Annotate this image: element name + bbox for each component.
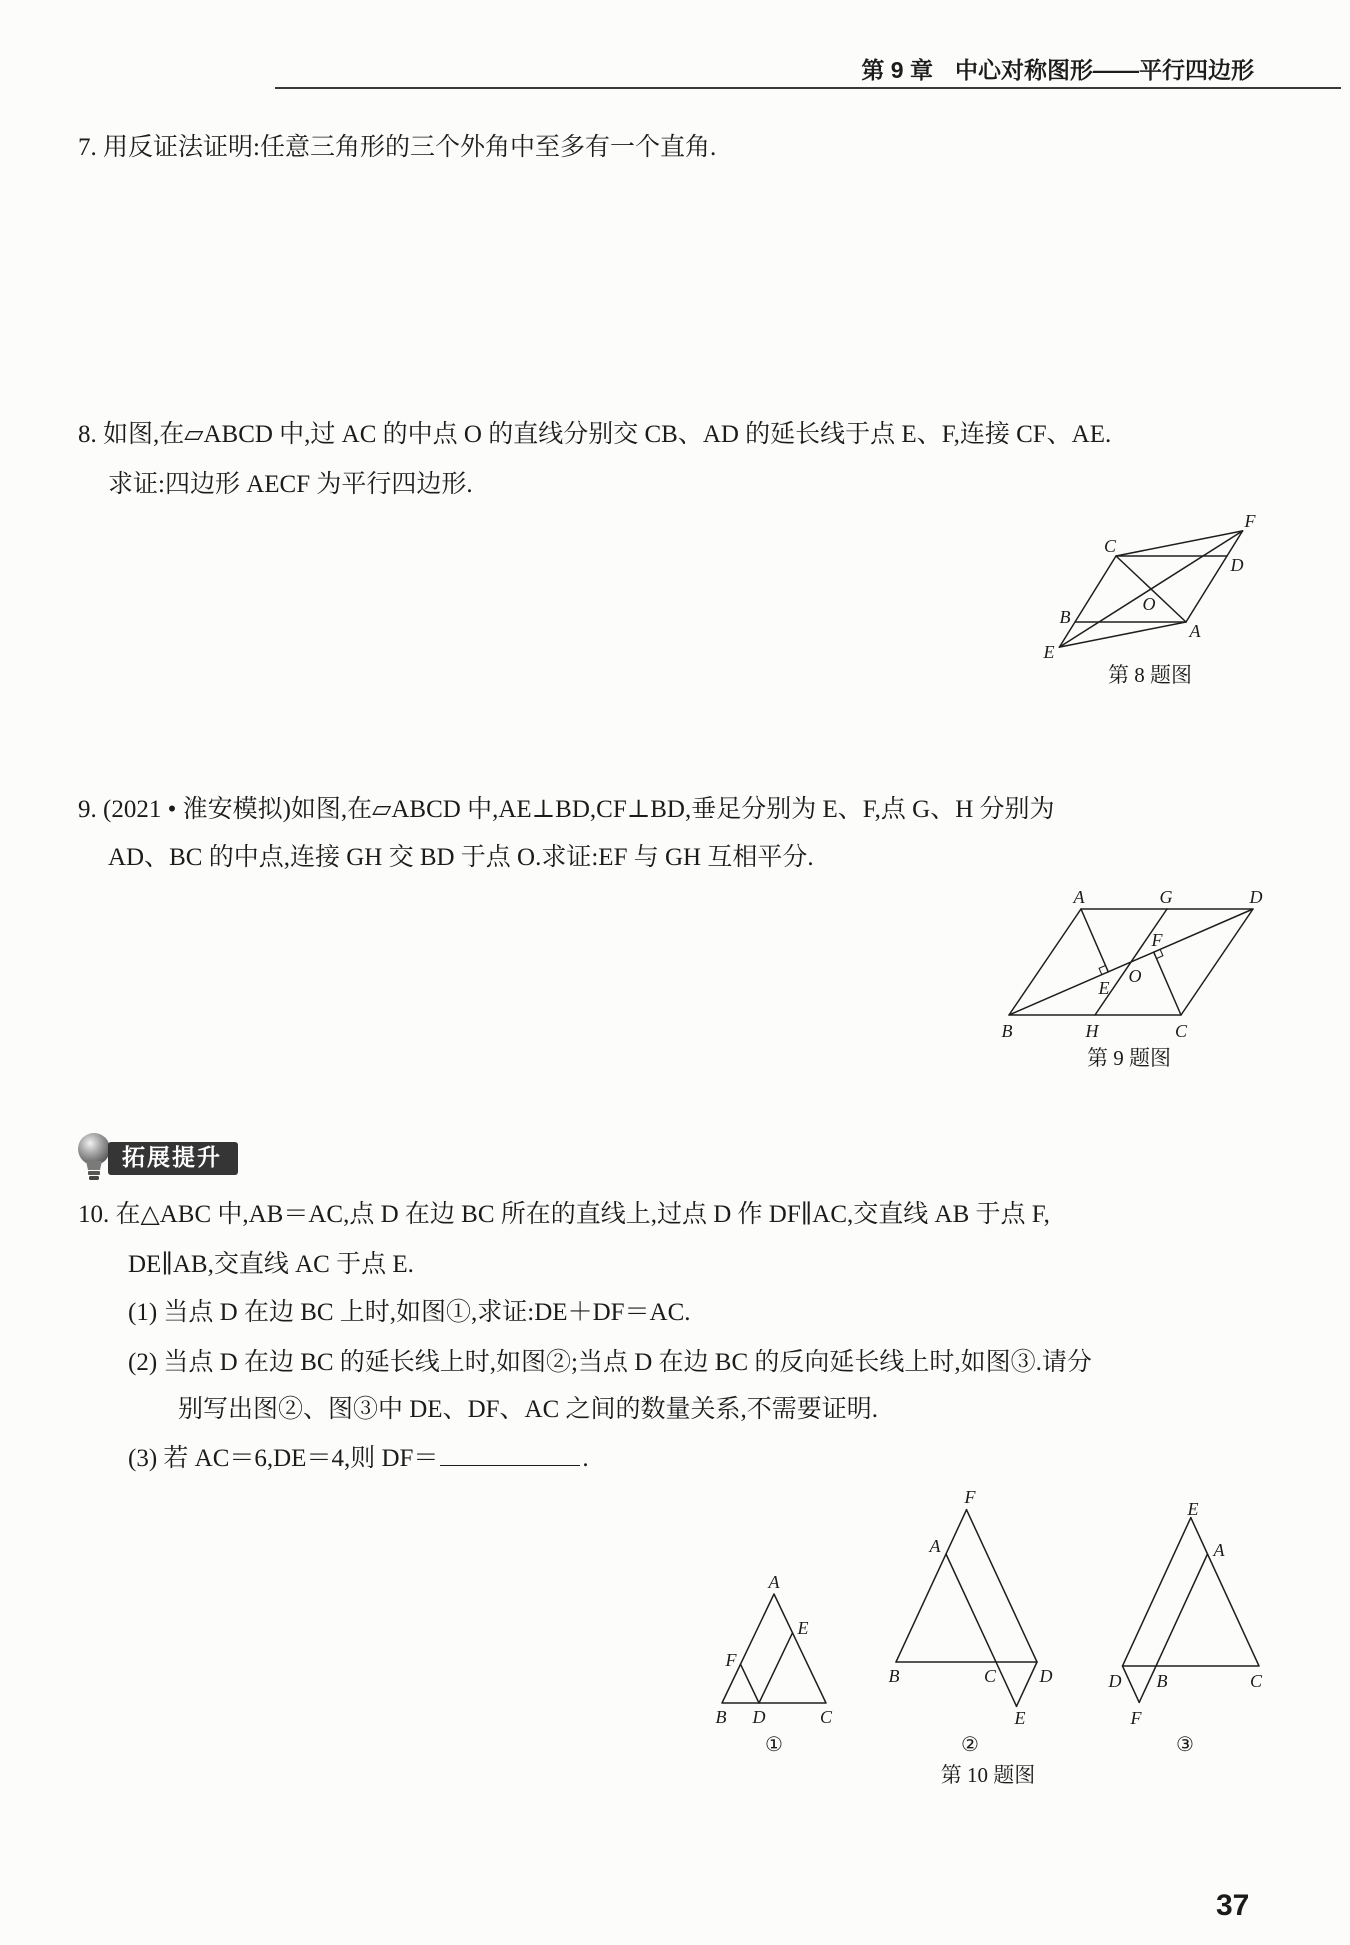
- problem-8-line-2: 求证:四边形 AECF 为平行四边形.: [108, 471, 473, 498]
- part-3-prefix: (3) 若 AC＝6,DE＝4,则 DF＝: [128, 1445, 439, 1472]
- problem-7-text: 7. 用反证法证明:任意三角形的三个外角中至多有一个直角.: [78, 134, 717, 161]
- fig10-2-segment-fd: [967, 1510, 1038, 1662]
- fig9-label-c: C: [1174, 1021, 1188, 1041]
- fig9-label-e: E: [1098, 978, 1110, 998]
- fig10-3-label-a: A: [1213, 1540, 1225, 1560]
- fig10-3-segment-df: [1123, 1666, 1140, 1702]
- fig10-1-segment-df: [741, 1664, 760, 1703]
- fig10-1-label-f: F: [725, 1650, 737, 1670]
- fig10-3-extension-bf: [1139, 1666, 1156, 1702]
- fig9-segment-gh: [1095, 909, 1167, 1015]
- fig10-3-label-e: E: [1187, 1499, 1199, 1519]
- fig10-2-label-b: B: [888, 1666, 900, 1686]
- chapter-title: 中心对称图形——平行四边形: [955, 57, 1254, 83]
- fig10-subfigure-2: [889, 1487, 1053, 1756]
- problem-10-part-2-line-2: 别写出图②、图③中 DE、DF、AC 之间的数量关系,不需要证明.: [178, 1396, 879, 1423]
- problem-9-figure-caption: 第 9 题图: [1087, 1046, 1171, 1070]
- problem-10-figure-caption: 第 10 题图: [940, 1763, 1036, 1787]
- fig9-label-f: F: [1151, 930, 1163, 950]
- fig10-2-line-ae: [946, 1554, 1017, 1706]
- problem-10-part-1: (1) 当点 D 在边 BC 上时,如图①,求证:DE＋DF＝AC.: [128, 1299, 691, 1326]
- fig10-1-triangle-abc: [722, 1594, 826, 1703]
- fig10-2-number: ②: [961, 1732, 979, 1756]
- fig10-2-line-bf: [896, 1510, 967, 1662]
- fig10-3-label-f: F: [1130, 1708, 1142, 1728]
- fig9-segment-cf: [1154, 952, 1181, 1015]
- answer-blank[interactable]: [440, 1443, 580, 1466]
- fig9-label-b: B: [1001, 1021, 1013, 1041]
- header-rule: [275, 87, 1341, 89]
- fig10-1-segment-de: [759, 1633, 793, 1703]
- fig10-2-label-c: C: [983, 1666, 997, 1686]
- problem-9-line-1: 9. (2021 • 淮安模拟)如图,在▱ABCD 中,AE⊥BD,CF⊥BD,垂足分别为 E、F,点 G、H 分别为: [78, 796, 1055, 823]
- fig8-label-d: D: [1230, 555, 1244, 575]
- fig10-2-label-f: F: [964, 1487, 976, 1507]
- fig9-label-a: A: [1073, 887, 1085, 907]
- page-number: 37: [1216, 1889, 1250, 1922]
- chapter-number: 第 9 章: [861, 57, 933, 83]
- fig10-1-label-c: C: [819, 1707, 833, 1727]
- problem-8-figure-caption: 第 8 题图: [1108, 663, 1192, 687]
- fig10-2-label-a: A: [929, 1536, 941, 1556]
- section-title-extension: 拓展提升: [108, 1142, 238, 1175]
- fig9-label-g: G: [1159, 887, 1173, 907]
- problem-9-line-2: AD、BC 的中点,连接 GH 交 BD 于点 O.求证:EF 与 GH 互相平分.: [108, 844, 814, 871]
- fig10-1-label-a: A: [768, 1572, 780, 1592]
- fig10-subfigure-3: [1108, 1499, 1263, 1756]
- problem-8-line-1: 8. 如图,在▱ABCD 中,过 AC 的中点 O 的直线分别交 CB、AD 的延长线于点 E、F,连接 CF、AE.: [78, 421, 1112, 448]
- problem-8-figure: [1030, 508, 1270, 666]
- fig9-label-o: O: [1128, 966, 1142, 986]
- fig10-1-label-d: D: [752, 1707, 766, 1727]
- fig10-3-label-b: B: [1156, 1671, 1168, 1691]
- fig10-3-label-d: D: [1108, 1671, 1122, 1691]
- fig10-2-label-e: E: [1014, 1708, 1026, 1728]
- problem-10-line-2: DE∥AB,交直线 AC 于点 E.: [128, 1251, 414, 1278]
- fig10-1-label-b: B: [715, 1707, 727, 1727]
- fig8-extension-df: [1227, 531, 1243, 556]
- problem-10-line-1: 10. 在△ABC 中,AB＝AC,点 D 在边 BC 所在的直线上,过点 D 作 DF∥AC,交直线 AB 于点 F,: [78, 1201, 1050, 1228]
- problem-9-figure: [995, 884, 1270, 1044]
- fig10-3-extension-ae: [1191, 1518, 1208, 1554]
- fig10-3-triangle-abc: [1156, 1554, 1259, 1666]
- running-header: [861, 56, 1254, 84]
- fig10-subfigure-1: [716, 1572, 833, 1756]
- fig8-label-e: E: [1043, 642, 1055, 662]
- fig8-label-f: F: [1244, 511, 1256, 531]
- fig9-label-d: D: [1249, 887, 1263, 907]
- fig8-label-a: A: [1189, 621, 1201, 641]
- fig10-2-segment-de: [1017, 1662, 1038, 1706]
- problem-10-figure: [700, 1484, 1275, 1759]
- fig10-1-label-e: E: [797, 1618, 809, 1638]
- fig9-segment-ae: [1081, 909, 1108, 972]
- fig9-label-h: H: [1085, 1021, 1099, 1041]
- fig8-label-b: B: [1059, 607, 1071, 627]
- fig8-label-o: O: [1142, 594, 1156, 614]
- fig10-3-segment-de: [1123, 1518, 1191, 1666]
- part-3-suffix: .: [582, 1445, 589, 1472]
- fig10-3-label-c: C: [1249, 1671, 1263, 1691]
- problem-10-part-3: [128, 1443, 1302, 1474]
- fig10-3-number: ③: [1176, 1732, 1194, 1756]
- fig8-label-c: C: [1103, 536, 1117, 556]
- fig10-1-number: ①: [765, 1732, 783, 1756]
- problem-10-part-2-line-1: (2) 当点 D 在边 BC 的延长线上时,如图②;当点 D 在边 BC 的反向延长线上时,如图③.请分: [128, 1349, 1092, 1376]
- fig10-2-label-d: D: [1039, 1666, 1053, 1686]
